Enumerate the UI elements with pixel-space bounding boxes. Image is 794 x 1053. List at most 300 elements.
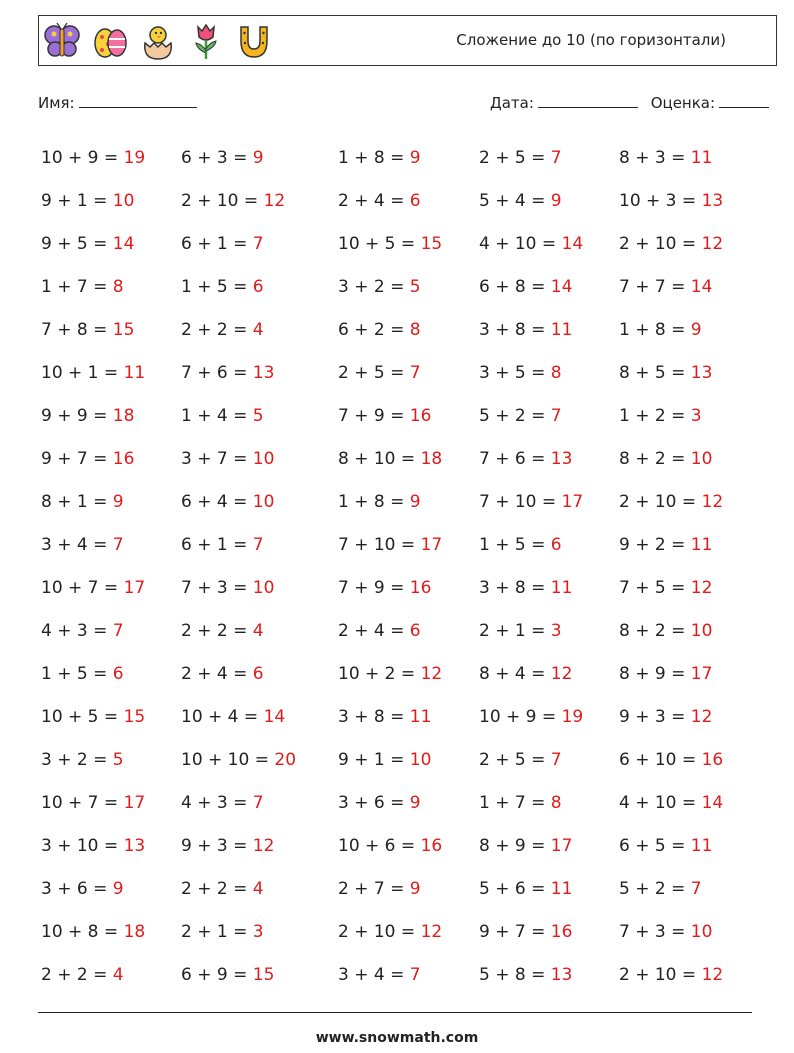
problem-expression: 10 + 2 = (338, 663, 421, 684)
problem-answer: 14 (263, 706, 286, 727)
problem-expression: 1 + 5 = (41, 663, 113, 684)
problem-item (619, 793, 759, 813)
problem-item (41, 707, 181, 727)
problem-expression: 10 + 5 = (338, 233, 421, 254)
problem-expression: 10 + 1 = (41, 362, 124, 383)
problem-expression: 7 + 6 = (181, 362, 253, 383)
problem-expression: 10 + 8 = (41, 921, 124, 942)
problem-expression: 6 + 1 = (181, 233, 253, 254)
problem-answer: 10 (112, 190, 135, 211)
problem-item (338, 492, 479, 512)
problem-expression: 1 + 8 = (619, 319, 691, 340)
problem-item (479, 578, 619, 598)
problem-expression: 10 + 9 = (41, 147, 124, 168)
problem-expression: 9 + 9 = (41, 405, 113, 426)
problem-item (41, 492, 181, 512)
problem-answer: 11 (550, 577, 573, 598)
problem-item (338, 449, 479, 469)
problem-row (41, 652, 781, 695)
problem-expression: 8 + 10 = (338, 448, 421, 469)
problem-expression: 1 + 5 = (479, 534, 551, 555)
problem-item (479, 320, 619, 340)
problem-answer: 3 (252, 921, 264, 942)
problem-answer: 16 (409, 405, 432, 426)
name-field (38, 93, 197, 112)
problem-expression: 5 + 2 = (479, 405, 551, 426)
problem-item (41, 578, 181, 598)
problem-item (181, 750, 338, 770)
problem-item (338, 148, 479, 168)
problem-item (338, 363, 479, 383)
problem-answer: 12 (701, 491, 724, 512)
problem-item (181, 277, 338, 297)
problem-item (181, 922, 338, 942)
problem-item (338, 535, 479, 555)
chick-in-egg-icon (139, 21, 177, 61)
problem-expression: 6 + 3 = (181, 147, 253, 168)
problem-answer: 12 (701, 964, 724, 985)
problem-item (619, 363, 759, 383)
problem-expression: 9 + 5 = (41, 233, 113, 254)
problem-expression: 3 + 8 = (479, 577, 551, 598)
problem-answer: 11 (690, 147, 713, 168)
problem-answer: 7 (409, 362, 421, 383)
problem-answer: 17 (550, 835, 573, 856)
problem-item (479, 750, 619, 770)
problem-item (479, 449, 619, 469)
problem-expression: 2 + 4 = (338, 620, 410, 641)
problem-item (479, 234, 619, 254)
problem-expression: 10 + 4 = (181, 706, 264, 727)
horseshoe-icon (235, 21, 273, 61)
problem-expression: 2 + 5 = (338, 362, 410, 383)
problem-answer: 17 (420, 534, 443, 555)
problem-answer: 14 (701, 792, 724, 813)
problem-row (41, 222, 781, 265)
problem-answer: 10 (409, 749, 432, 770)
problem-answer: 13 (123, 835, 146, 856)
problem-answer: 11 (550, 878, 573, 899)
problem-answer: 6 (409, 620, 421, 641)
problem-expression: 2 + 10 = (181, 190, 264, 211)
problem-answer: 7 (550, 405, 562, 426)
problem-item (41, 535, 181, 555)
problem-item (338, 707, 479, 727)
problem-answer: 12 (252, 835, 275, 856)
problem-answer: 13 (690, 362, 713, 383)
problem-answer: 4 (252, 878, 264, 899)
problem-item (619, 191, 759, 211)
problem-answer: 18 (123, 921, 146, 942)
problem-answer: 12 (263, 190, 286, 211)
problem-item (338, 750, 479, 770)
problem-answer: 5 (112, 749, 124, 770)
problem-item (479, 664, 619, 684)
problem-answer: 3 (690, 405, 702, 426)
problem-item (181, 535, 338, 555)
problem-expression: 3 + 6 = (338, 792, 410, 813)
problem-answer: 7 (550, 147, 562, 168)
problem-expression: 3 + 2 = (338, 276, 410, 297)
problem-expression: 8 + 4 = (479, 663, 551, 684)
problem-answer: 17 (561, 491, 584, 512)
problem-expression: 9 + 1 = (338, 749, 410, 770)
problem-expression: 6 + 5 = (619, 835, 691, 856)
problem-item (619, 879, 759, 899)
problem-answer: 13 (550, 964, 573, 985)
problem-item (479, 707, 619, 727)
problem-grid (41, 136, 781, 996)
problem-item (181, 578, 338, 598)
problem-answer: 5 (409, 276, 421, 297)
problem-answer: 15 (420, 233, 443, 254)
problem-expression: 2 + 2 = (181, 878, 253, 899)
problem-answer: 11 (690, 835, 713, 856)
problem-item (41, 621, 181, 641)
problem-answer: 8 (112, 276, 124, 297)
problem-answer: 18 (112, 405, 135, 426)
problem-answer: 11 (690, 534, 713, 555)
problem-item (41, 836, 181, 856)
problem-answer: 3 (550, 620, 562, 641)
problem-expression: 2 + 1 = (479, 620, 551, 641)
problem-expression: 9 + 2 = (619, 534, 691, 555)
problem-item (41, 879, 181, 899)
problem-expression: 8 + 5 = (619, 362, 691, 383)
problem-answer: 10 (690, 620, 713, 641)
problem-expression: 6 + 1 = (181, 534, 253, 555)
problem-expression: 1 + 7 = (479, 792, 551, 813)
problem-item (619, 965, 759, 985)
problem-answer: 9 (409, 792, 421, 813)
problem-expression: 6 + 10 = (619, 749, 702, 770)
problem-expression: 8 + 2 = (619, 620, 691, 641)
problem-item (338, 277, 479, 297)
problem-expression: 2 + 10 = (338, 921, 421, 942)
problem-item (338, 234, 479, 254)
butterfly-icon (43, 21, 81, 61)
problem-item (619, 234, 759, 254)
problem-item (181, 406, 338, 426)
problem-expression: 10 + 9 = (479, 706, 562, 727)
problem-item (181, 191, 338, 211)
problem-row (41, 351, 781, 394)
problem-row (41, 910, 781, 953)
problem-expression: 4 + 3 = (41, 620, 113, 641)
name-label: Имя: (38, 94, 75, 112)
problem-item (41, 664, 181, 684)
tulip-icon (187, 21, 225, 61)
problem-answer: 7 (550, 749, 562, 770)
problem-expression: 3 + 2 = (41, 749, 113, 770)
problem-answer: 9 (112, 878, 124, 899)
problem-item (41, 406, 181, 426)
problem-expression: 3 + 8 = (479, 319, 551, 340)
problem-answer: 11 (409, 706, 432, 727)
problem-item (619, 406, 759, 426)
problem-answer: 14 (561, 233, 584, 254)
problem-expression: 1 + 8 = (338, 491, 410, 512)
problem-item (619, 621, 759, 641)
problem-item (181, 707, 338, 727)
score-blank-line (719, 93, 769, 108)
problem-row (41, 695, 781, 738)
problem-answer: 12 (690, 706, 713, 727)
problem-row (41, 136, 781, 179)
problem-answer: 6 (550, 534, 562, 555)
problem-answer: 8 (409, 319, 421, 340)
problem-answer: 11 (550, 319, 573, 340)
problem-answer: 10 (252, 577, 275, 598)
worksheet-title: Сложение до 10 (по горизонтали) (456, 31, 726, 49)
problem-expression: 6 + 8 = (479, 276, 551, 297)
problem-answer: 9 (252, 147, 264, 168)
problem-expression: 7 + 3 = (181, 577, 253, 598)
problem-item (338, 191, 479, 211)
problem-expression: 2 + 1 = (181, 921, 253, 942)
problem-item (181, 879, 338, 899)
problem-answer: 4 (252, 319, 264, 340)
problem-item (619, 578, 759, 598)
problem-expression: 7 + 8 = (41, 319, 113, 340)
problem-item (619, 277, 759, 297)
problem-item (181, 234, 338, 254)
problem-answer: 9 (690, 319, 702, 340)
problem-answer: 17 (690, 663, 713, 684)
date-label: Дата: (490, 94, 534, 112)
problem-answer: 5 (252, 405, 264, 426)
problem-expression: 7 + 7 = (619, 276, 691, 297)
problem-item (479, 191, 619, 211)
problem-item (619, 707, 759, 727)
problem-expression: 6 + 2 = (338, 319, 410, 340)
problem-expression: 7 + 10 = (338, 534, 421, 555)
problem-answer: 16 (550, 921, 573, 942)
problem-expression: 7 + 3 = (619, 921, 691, 942)
problem-row (41, 308, 781, 351)
problem-item (41, 965, 181, 985)
problem-expression: 2 + 10 = (619, 491, 702, 512)
problem-row (41, 480, 781, 523)
problem-expression: 8 + 9 = (619, 663, 691, 684)
problem-answer: 12 (420, 663, 443, 684)
problem-expression: 7 + 5 = (619, 577, 691, 598)
problem-item (41, 191, 181, 211)
problem-item (181, 449, 338, 469)
problem-expression: 3 + 4 = (41, 534, 113, 555)
problem-expression: 7 + 9 = (338, 405, 410, 426)
problem-row (41, 437, 781, 480)
problem-answer: 4 (112, 964, 124, 985)
problem-expression: 10 + 6 = (338, 835, 421, 856)
problem-item (181, 363, 338, 383)
problem-expression: 4 + 10 = (619, 792, 702, 813)
problem-item (619, 449, 759, 469)
problem-expression: 6 + 9 = (181, 964, 253, 985)
problem-answer: 17 (123, 577, 146, 598)
problem-item (619, 750, 759, 770)
problem-item (619, 836, 759, 856)
problem-answer: 7 (409, 964, 421, 985)
problem-row (41, 179, 781, 222)
problem-answer: 18 (420, 448, 443, 469)
problem-item (479, 879, 619, 899)
problem-answer: 20 (274, 749, 297, 770)
problem-expression: 7 + 9 = (338, 577, 410, 598)
name-blank-line (79, 93, 197, 108)
problem-answer: 7 (112, 620, 124, 641)
problem-row (41, 738, 781, 781)
problem-item (338, 836, 479, 856)
problem-answer: 12 (690, 577, 713, 598)
problem-expression: 7 + 6 = (479, 448, 551, 469)
problem-expression: 10 + 10 = (181, 749, 275, 770)
problem-row (41, 609, 781, 652)
problem-expression: 3 + 6 = (41, 878, 113, 899)
problem-expression: 8 + 3 = (619, 147, 691, 168)
date-score-fields (490, 93, 769, 112)
problem-item (338, 793, 479, 813)
problem-item (41, 320, 181, 340)
problem-expression: 1 + 5 = (181, 276, 253, 297)
problem-expression: 5 + 6 = (479, 878, 551, 899)
problem-answer: 19 (561, 706, 584, 727)
problem-answer: 10 (690, 448, 713, 469)
problem-answer: 11 (123, 362, 146, 383)
problem-answer: 8 (550, 362, 562, 383)
problem-expression: 3 + 5 = (479, 362, 551, 383)
problem-item (479, 836, 619, 856)
problem-answer: 7 (252, 792, 264, 813)
problem-expression: 3 + 10 = (41, 835, 124, 856)
problem-item (338, 621, 479, 641)
problem-answer: 14 (112, 233, 135, 254)
problem-item (479, 621, 619, 641)
problem-answer: 12 (701, 233, 724, 254)
problem-expression: 5 + 8 = (479, 964, 551, 985)
problem-expression: 1 + 2 = (619, 405, 691, 426)
problem-answer: 10 (252, 448, 275, 469)
problem-expression: 10 + 5 = (41, 706, 124, 727)
problem-item (479, 492, 619, 512)
problem-expression: 9 + 3 = (181, 835, 253, 856)
problem-item (41, 363, 181, 383)
problem-answer: 15 (123, 706, 146, 727)
problem-expression: 8 + 1 = (41, 491, 113, 512)
problem-item (338, 578, 479, 598)
problem-answer: 10 (252, 491, 275, 512)
problem-item (479, 363, 619, 383)
problem-item (479, 535, 619, 555)
problem-item (619, 922, 759, 942)
problem-item (41, 234, 181, 254)
problem-expression: 3 + 7 = (181, 448, 253, 469)
problem-answer: 9 (112, 491, 124, 512)
problem-row (41, 824, 781, 867)
score-label: Оценка: (650, 94, 716, 112)
problem-answer: 4 (252, 620, 264, 641)
problem-expression: 8 + 9 = (479, 835, 551, 856)
problem-item (181, 148, 338, 168)
problem-expression: 2 + 5 = (479, 749, 551, 770)
problem-answer: 12 (550, 663, 573, 684)
problem-answer: 7 (112, 534, 124, 555)
worksheet-header (38, 15, 777, 66)
problem-item (619, 492, 759, 512)
footer-site: www.snowmath.com (315, 1030, 479, 1046)
problem-item (338, 406, 479, 426)
problem-item (619, 320, 759, 340)
problem-item (619, 535, 759, 555)
problem-item (181, 836, 338, 856)
problem-expression: 2 + 5 = (479, 147, 551, 168)
problem-expression: 4 + 3 = (181, 792, 253, 813)
problem-answer: 16 (112, 448, 135, 469)
problem-row (41, 566, 781, 609)
problem-expression: 8 + 2 = (619, 448, 691, 469)
problem-answer: 13 (550, 448, 573, 469)
problem-answer: 15 (112, 319, 135, 340)
problem-expression: 2 + 2 = (181, 319, 253, 340)
problem-item (338, 879, 479, 899)
problem-answer: 13 (701, 190, 724, 211)
problem-item (41, 793, 181, 813)
problem-answer: 6 (252, 663, 264, 684)
problem-row (41, 953, 781, 996)
problem-answer: 16 (409, 577, 432, 598)
problem-item (181, 492, 338, 512)
problem-answer: 15 (252, 964, 275, 985)
problem-answer: 9 (409, 878, 421, 899)
problem-expression: 2 + 2 = (41, 964, 113, 985)
date-blank-line (538, 93, 638, 108)
problem-item (479, 793, 619, 813)
problem-row (41, 867, 781, 910)
problem-expression: 9 + 1 = (41, 190, 113, 211)
problem-answer: 14 (550, 276, 573, 297)
problem-item (181, 664, 338, 684)
problem-item (41, 922, 181, 942)
header-icons (43, 21, 273, 61)
problem-expression: 2 + 10 = (619, 964, 702, 985)
easter-egg-icon (91, 21, 129, 61)
problem-item (181, 320, 338, 340)
problem-expression: 2 + 4 = (338, 190, 410, 211)
problem-expression: 4 + 10 = (479, 233, 562, 254)
problem-expression: 10 + 3 = (619, 190, 702, 211)
problem-answer: 7 (252, 534, 264, 555)
problem-item (479, 965, 619, 985)
problem-expression: 1 + 8 = (338, 147, 410, 168)
problem-answer: 10 (690, 921, 713, 942)
problem-item (41, 277, 181, 297)
problem-item (619, 664, 759, 684)
problem-item (479, 277, 619, 297)
problem-answer: 12 (420, 921, 443, 942)
problem-expression: 7 + 10 = (479, 491, 562, 512)
problem-answer: 7 (252, 233, 264, 254)
problem-answer: 19 (123, 147, 146, 168)
problem-item (479, 148, 619, 168)
problem-expression: 2 + 7 = (338, 878, 410, 899)
problem-expression: 9 + 7 = (41, 448, 113, 469)
problem-answer: 8 (550, 792, 562, 813)
problem-item (41, 148, 181, 168)
problem-item (41, 449, 181, 469)
problem-answer: 6 (409, 190, 421, 211)
problem-expression: 3 + 8 = (338, 706, 410, 727)
problem-answer: 9 (409, 491, 421, 512)
